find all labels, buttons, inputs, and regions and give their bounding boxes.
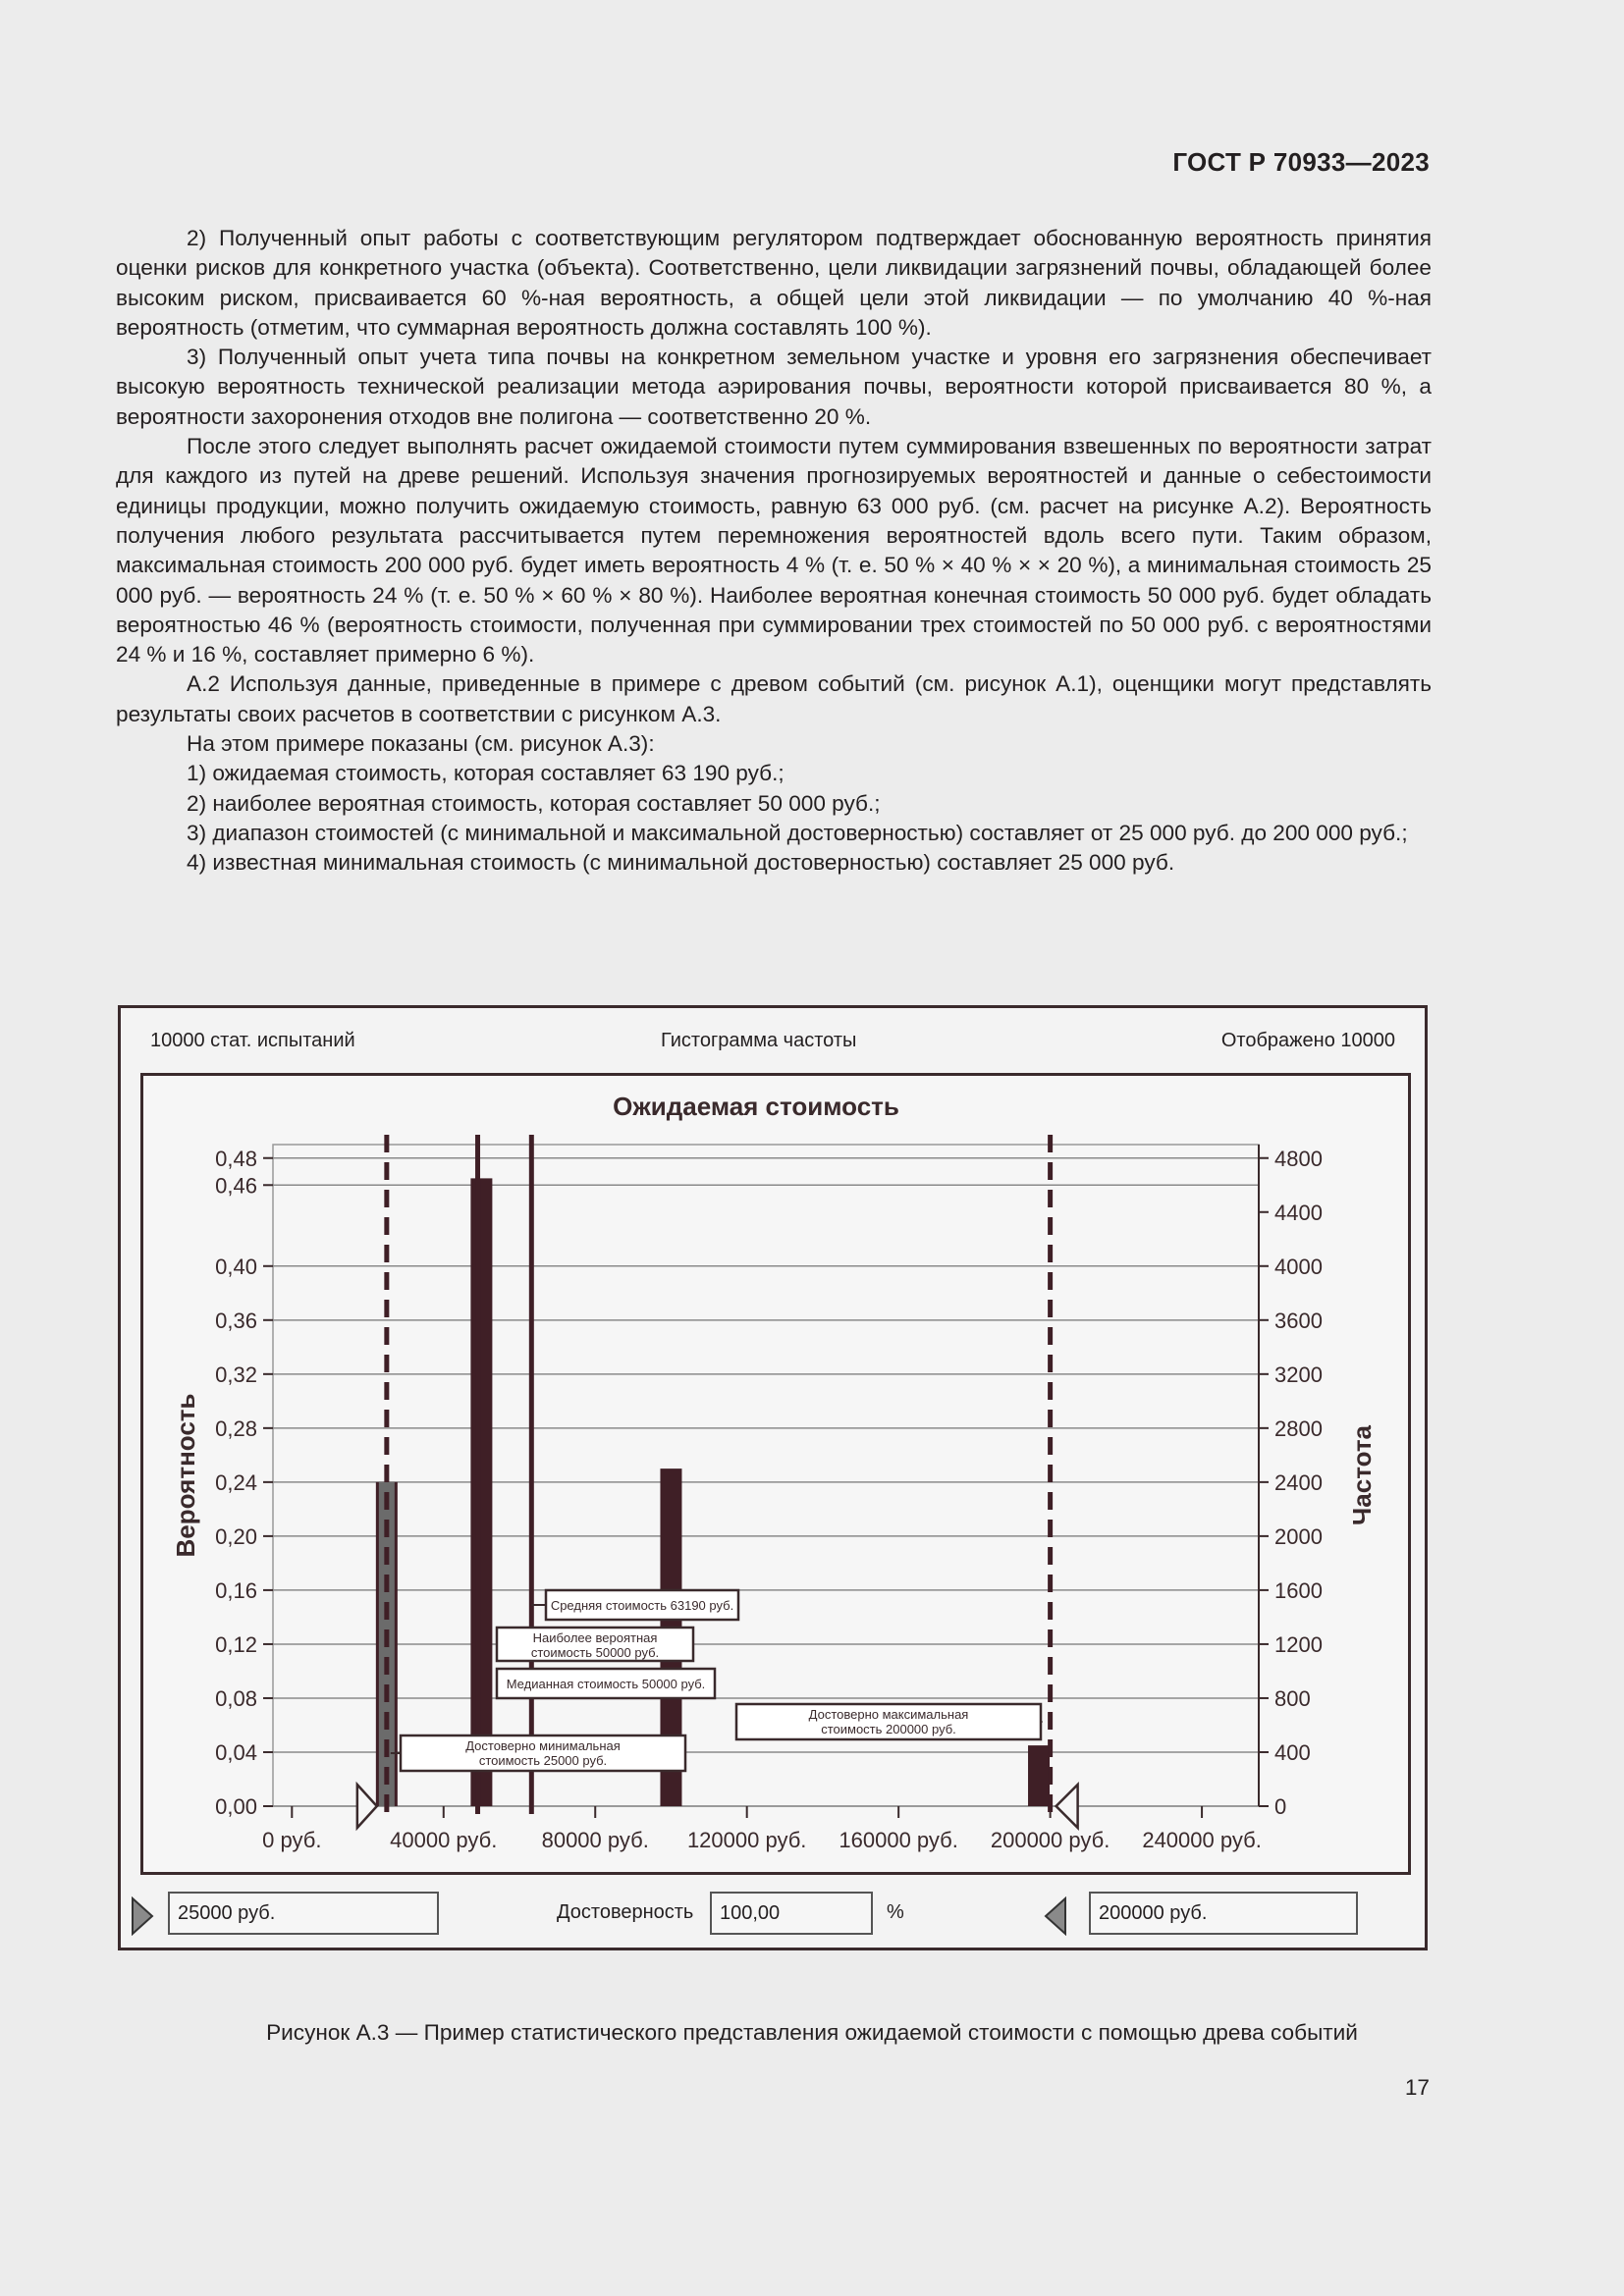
- y2-tick-label: 2000: [1274, 1523, 1323, 1549]
- list-item: 3) диапазон стоимостей (с минимальной и максимальной достоверностью) составляет от 25 000 руб. до 200 000 руб.;: [187, 820, 1408, 845]
- min-slider-handle-icon[interactable]: [129, 1896, 154, 1936]
- max-callout-text: стоимость 200000 руб.: [821, 1722, 956, 1736]
- y-tick-label: 0,00: [215, 1794, 257, 1819]
- y-tick-label: 0,16: [215, 1577, 257, 1603]
- chart-title: Ожидаемая стоимость: [613, 1092, 899, 1121]
- y-tick-label: 0,48: [215, 1146, 257, 1171]
- paragraph: 3) Полученный опыт учета типа почвы на конкретном земельном участке и уровня его загрязнения обеспечивает высокую вероятность технической реализации метода аэрирования почвы, вероятности которой присваивается 80 %, а вероятности захоронения отходов вне полигона — соответственно 20 %.: [116, 345, 1432, 429]
- list-item: 2) наиболее вероятная стоимость, которая составляет 50 000 руб.;: [187, 790, 881, 816]
- y2-tick-label: 4000: [1274, 1254, 1323, 1279]
- paragraph: На этом примере показаны (см. рисунок А.3):: [187, 731, 655, 757]
- mode-callout-text: стоимость 50000 руб.: [530, 1645, 660, 1660]
- max-slider-handle-icon[interactable]: [1044, 1896, 1069, 1936]
- y-tick-label: 0,40: [215, 1254, 257, 1279]
- y-tick-label: 0,08: [215, 1685, 257, 1711]
- figure-box: [118, 1005, 1428, 1950]
- y2-tick-label: 400: [1274, 1739, 1311, 1765]
- y2-tick-label: 3200: [1274, 1362, 1323, 1387]
- median-callout-text: Медианная стоимость 50000 руб.: [506, 1677, 706, 1691]
- y-tick-label: 0,12: [215, 1631, 257, 1657]
- certainty-input[interactable]: 100,00: [710, 1892, 873, 1935]
- max-callout-text: Достоверно максимальная: [808, 1707, 969, 1722]
- x-tick-label: 80000 руб.: [541, 1828, 649, 1852]
- y2-tick-label: 3600: [1274, 1308, 1323, 1333]
- x-tick-label: 0 руб.: [262, 1828, 322, 1852]
- list-item: 4) известная минимальная стоимость (с минимальной достоверностью) составляет 25 000 руб.: [187, 850, 1175, 876]
- list-item: 1) ожидаемая стоимость, которая составляет 63 190 руб.;: [187, 761, 785, 786]
- max-value-input[interactable]: 200000 руб.: [1089, 1892, 1358, 1935]
- y-axis-title: Вероятность: [171, 1393, 200, 1558]
- bar: [470, 1178, 492, 1806]
- chart-svg: [143, 1076, 1408, 1872]
- y-tick-label: 0,20: [215, 1523, 257, 1549]
- y-tick-label: 0,32: [215, 1362, 257, 1387]
- bar: [1028, 1745, 1050, 1806]
- body-text: [116, 224, 1432, 879]
- y2-tick-label: 1600: [1274, 1577, 1323, 1603]
- y-tick-label: 0,46: [215, 1173, 257, 1199]
- y2-tick-label: 800: [1274, 1685, 1311, 1711]
- y-tick-label: 0,24: [215, 1469, 257, 1495]
- y2-tick-label: 1200: [1274, 1631, 1323, 1657]
- y2-tick-label: 0: [1274, 1794, 1287, 1819]
- doc-code: ГОСТ Р 70933—2023: [1172, 147, 1430, 177]
- histogram-label: Гистограмма частоты: [661, 1030, 857, 1051]
- certainty-unit: %: [887, 1901, 904, 1923]
- certainty-label: Достоверность: [557, 1901, 694, 1923]
- x-tick-label: 40000 руб.: [390, 1828, 498, 1852]
- x-tick-label: 120000 руб.: [686, 1828, 807, 1852]
- x-tick-label: 160000 руб.: [839, 1828, 958, 1852]
- mean-callout-text: Средняя стоимость 63190 руб.: [550, 1598, 734, 1613]
- x-tick-label: 240000 руб.: [1142, 1828, 1262, 1852]
- figure-caption: Рисунок А.3 — Пример статистического представления ожидаемой стоимости с помощью древа событий: [266, 2020, 1358, 2045]
- y2-axis-title: Частота: [1347, 1424, 1377, 1526]
- x-tick-label: 200000 руб.: [990, 1828, 1110, 1852]
- trials-label: 10000 стат. испытаний: [150, 1030, 355, 1051]
- y-tick-label: 0,28: [215, 1415, 257, 1441]
- mode-callout-text: Наиболее вероятная: [532, 1630, 658, 1645]
- y2-tick-label: 2400: [1274, 1469, 1323, 1495]
- y-tick-label: 0,04: [215, 1739, 257, 1765]
- displayed-label: Отображено 10000: [1220, 1030, 1395, 1051]
- y2-tick-label: 4800: [1274, 1146, 1323, 1171]
- y2-tick-label: 4400: [1274, 1200, 1323, 1225]
- min-value-input[interactable]: 25000 руб.: [168, 1892, 439, 1935]
- page-number: 17: [1404, 2075, 1430, 2100]
- chart-frame: [140, 1073, 1411, 1875]
- paragraph: А.2 Используя данные, приведенные в примере с древом событий (см. рисунок А.1), оценщики могут представлять результаты своих расчетов в соответствии с рисунком А.3.: [116, 671, 1432, 726]
- min-callout-text: Достоверно минимальная: [465, 1738, 621, 1753]
- paragraph: 2) Полученный опыт работы с соответствующим регулятором подтверждает обоснованную вероятность принятия оценки рисков для конкретного участка (объекта). Соответственно, цели ликвидации загрязнений почвы, обладающей более высоким риском, присваивается 60 %-ная вероятность, а общей цели этой ликвидации — по умолчанию 40 %-ная вероятность (отметим, что суммарная вероятность должна составлять 100 %).: [116, 226, 1432, 340]
- y-tick-label: 0,36: [215, 1308, 257, 1333]
- y2-tick-label: 2800: [1274, 1415, 1323, 1441]
- min-callout-text: стоимость 25000 руб.: [478, 1753, 608, 1768]
- paragraph: После этого следует выполнять расчет ожидаемой стоимости путем суммирования взвешенных по вероятности затрат для каждого из путей на древе решений. Используя значения прогнозируемых вероятностей и данные о себестоимости единицы продукции, можно получить ожидаемую стоимость, равную 63 000 руб. (см. расчет на рисунке А.2). Вероятность получения любого результата рассчитывается путем перемножения вероятностей вдоль всего пути. Таким образом, максимальная стоимость 200 000 руб. будет иметь вероятность 4 % (т. е. 50 % × 40 % × × 20 %), а минимальная стоимость 25 000 руб. — вероятность 24 % (т. е. 50 % × 60 % × 80 %). Наиболее вероятная конечная стоимость 50 000 руб. будет обладать вероятностью 46 % (вероятность стоимости, полученная при суммировании трех стоимостей по 50 000 руб. с вероятностями 24 % и 16 %, составляет примерно 6 %).: [116, 434, 1432, 667]
